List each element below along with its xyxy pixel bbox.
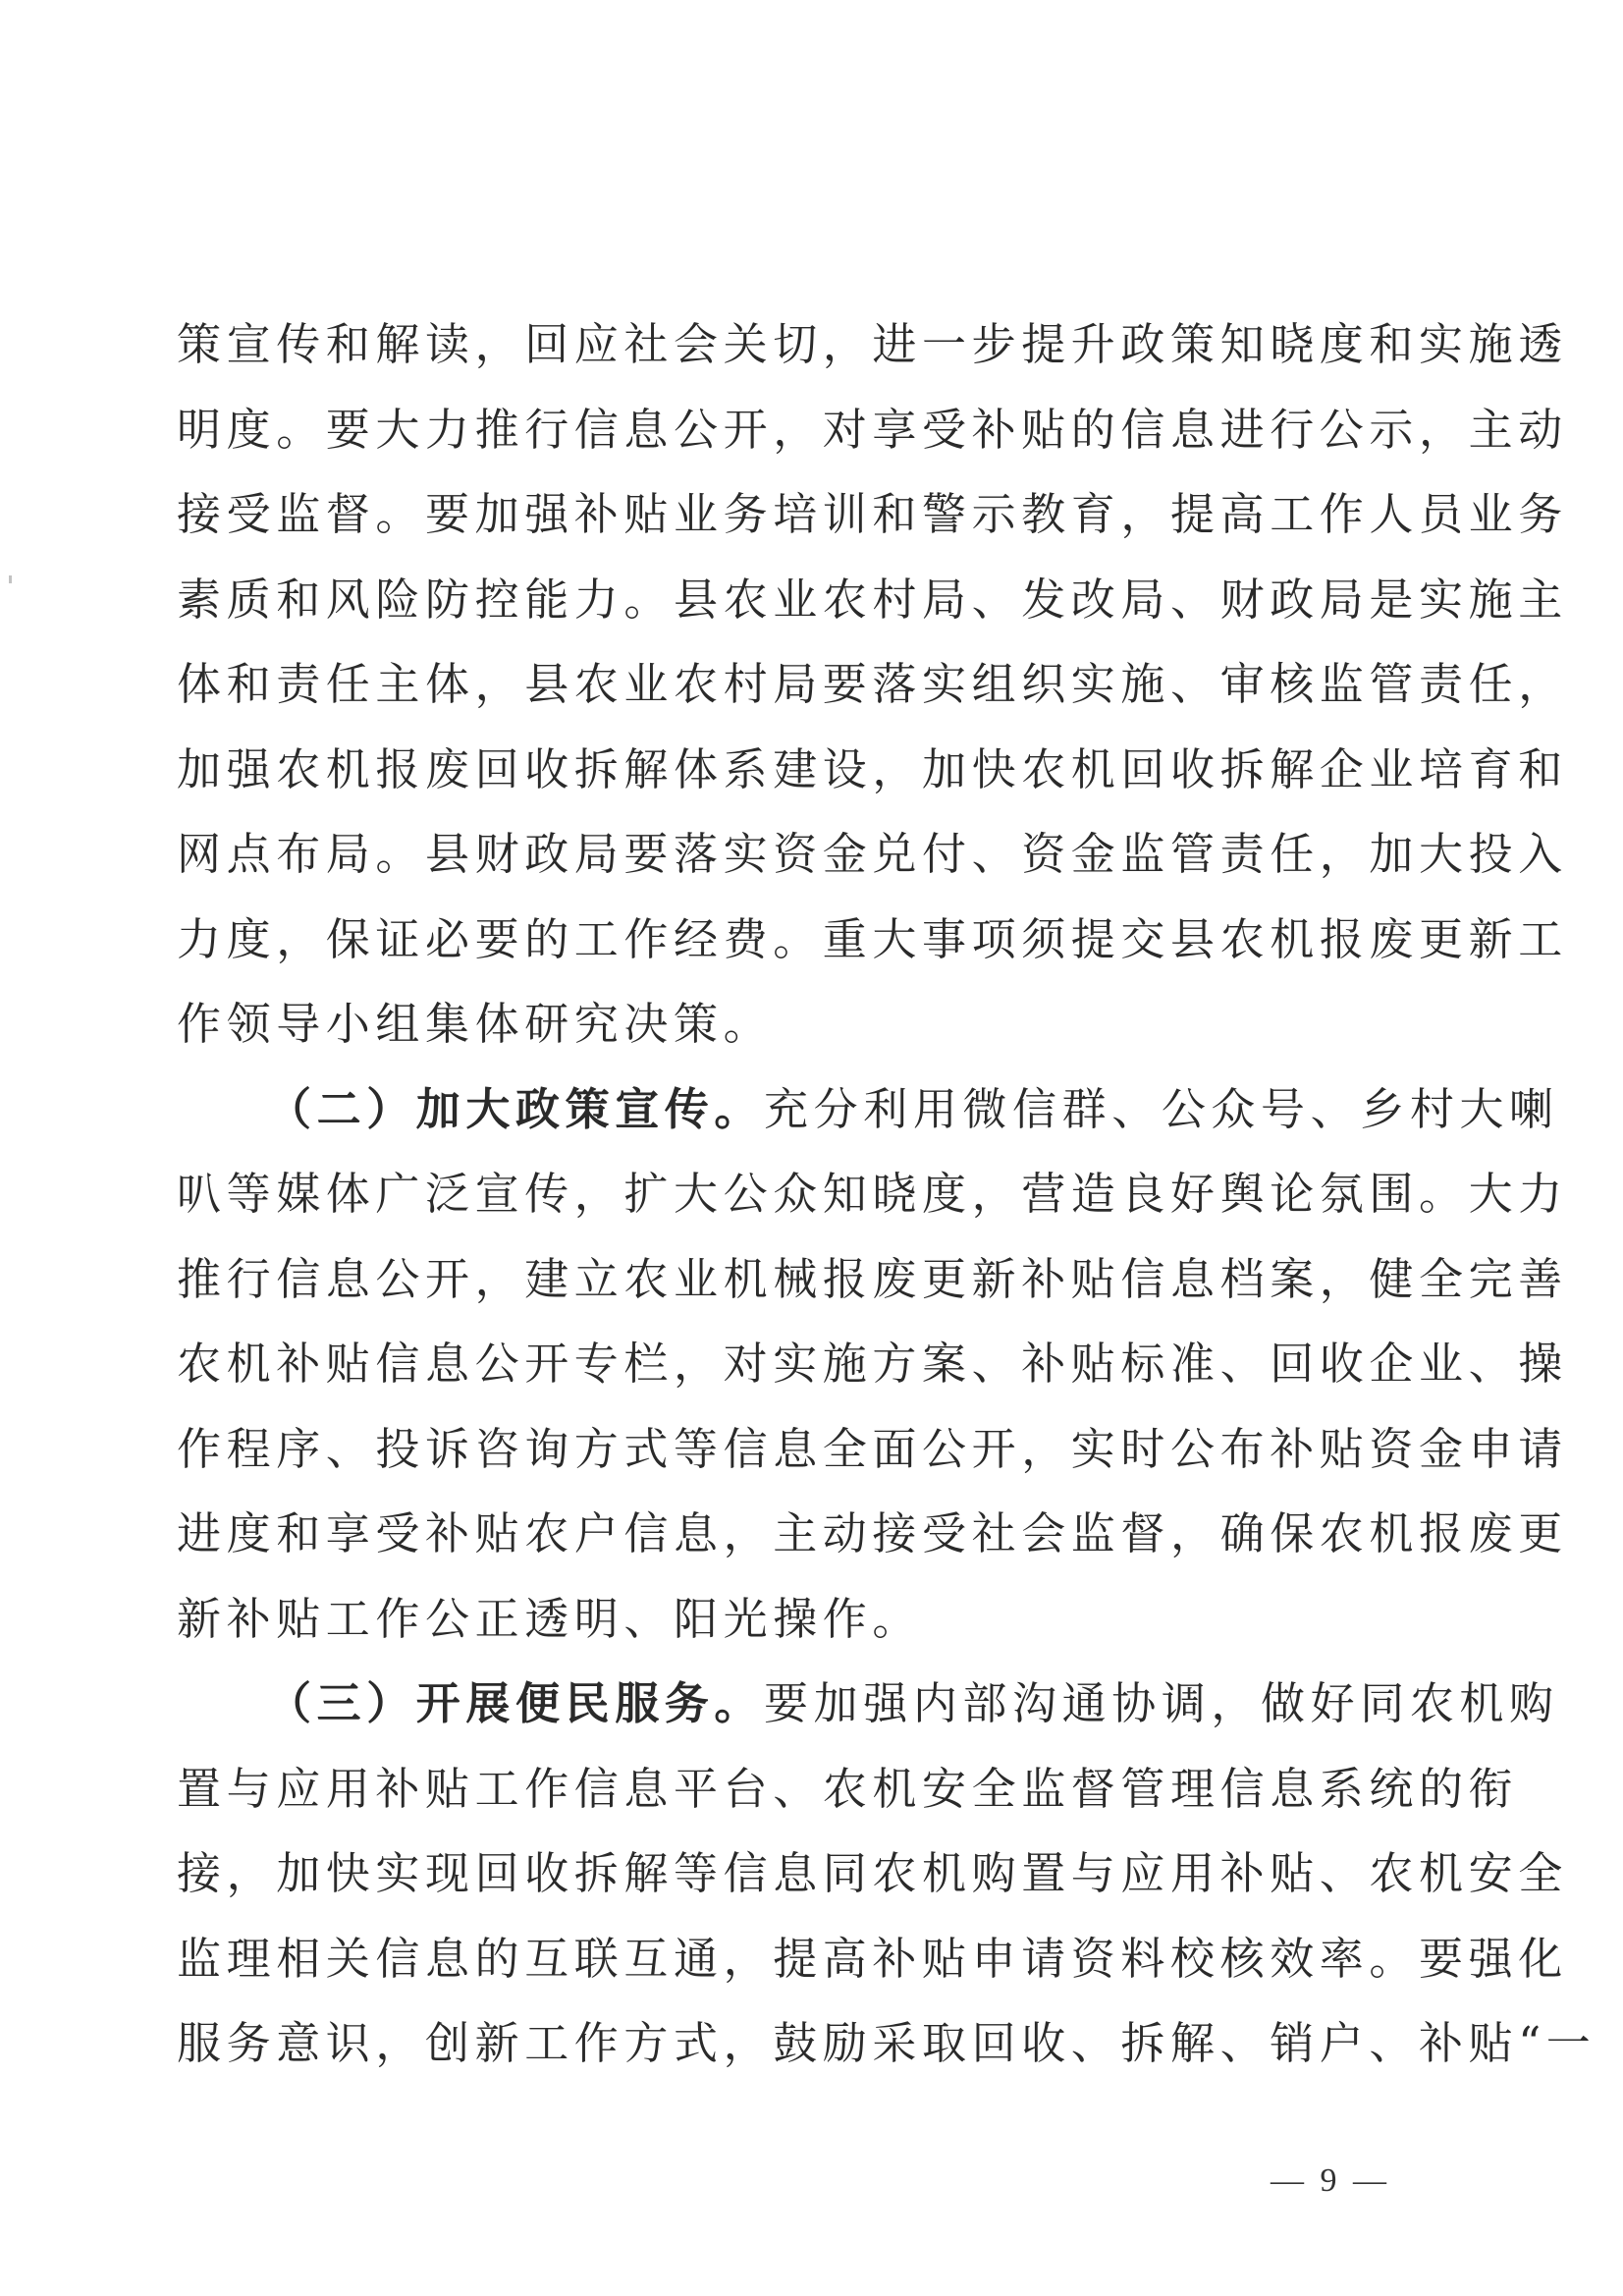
paragraph-line: 接受监督。要加强补贴业务培训和警示教育，提高工作人员业务: [177, 488, 1568, 540]
body-text: [177, 302, 1596, 2087]
paragraph-line: 体和责任主体，县农业农村局要落实组织实施、审核监管责任，: [177, 658, 1568, 710]
paragraph-line: 加强农机报废回收拆解体系建设，加快农机回收拆解企业培育和: [177, 742, 1568, 795]
section-three-first-line: [177, 1662, 1559, 1747]
paragraph-line: 农机补贴信息公开专栏，对实施方案、补贴标准、回收企业、操: [177, 1338, 1568, 1390]
section-three-text: 要加强内部沟通协调，做好同农机购: [764, 1677, 1559, 1729]
paragraph-line: 接，加快实现回收拆解等信息同农机购置与应用补贴、农机安全: [177, 1847, 1568, 1899]
paragraph-line: 推行信息公开，建立农业机械报废更新补贴信息档案，健全完善: [177, 1252, 1568, 1305]
section-two-first-line: [177, 1067, 1559, 1153]
paragraph-line: 新补贴工作公正透明、阳光操作。: [177, 1592, 923, 1645]
paragraph-line: 明度。要大力推行信息公开，对享受补贴的信息进行公示，主动: [177, 403, 1568, 456]
paragraph-line: 叭等媒体广泛宣传，扩大公众知晓度，营造良好舆论氛围。大力: [177, 1168, 1568, 1220]
paragraph-line: 策宣传和解读，回应社会关切，进一步提升政策知晓度和实施透: [177, 318, 1568, 370]
paragraph-line: 作领导小组集体研究决策。: [177, 998, 774, 1050]
section-three-heading: （三）开展便民服务。: [267, 1677, 765, 1729]
paragraph-line: 网点布局。县财政局要落实资金兑付、资金监管责任，加大投入: [177, 828, 1568, 880]
section-two-text: 充分利用微信群、公众号、乡村大喇: [764, 1082, 1559, 1135]
paragraph-line: 作程序、投诉咨询方式等信息全面公开，实时公布补贴资金申请: [177, 1422, 1568, 1475]
section-two-heading: （二）加大政策宣传。: [267, 1082, 765, 1135]
paragraph-line: 素质和风险防控能力。县农业农村局、发改局、财政局是实施主: [177, 573, 1568, 626]
paragraph-line: 服务意识，创新工作方式，鼓励采取回收、拆解、销户、补贴“一: [177, 2017, 1596, 2069]
scan-mark: [9, 575, 12, 583]
paragraph-line: 监理相关信息的互联互通，提高补贴申请资料校核效率。要强化: [177, 1932, 1568, 1985]
paragraph-line: 进度和享受补贴农户信息，主动接受社会监督，确保农机报废更: [177, 1507, 1568, 1559]
paragraph-line: 置与应用补贴工作信息平台、农机安全监督管理信息系统的衔: [177, 1762, 1519, 1815]
paragraph-line: 力度，保证必要的工作经费。重大事项须提交县农机报废更新工: [177, 912, 1568, 965]
page-number: — 9 —: [1271, 2162, 1390, 2199]
